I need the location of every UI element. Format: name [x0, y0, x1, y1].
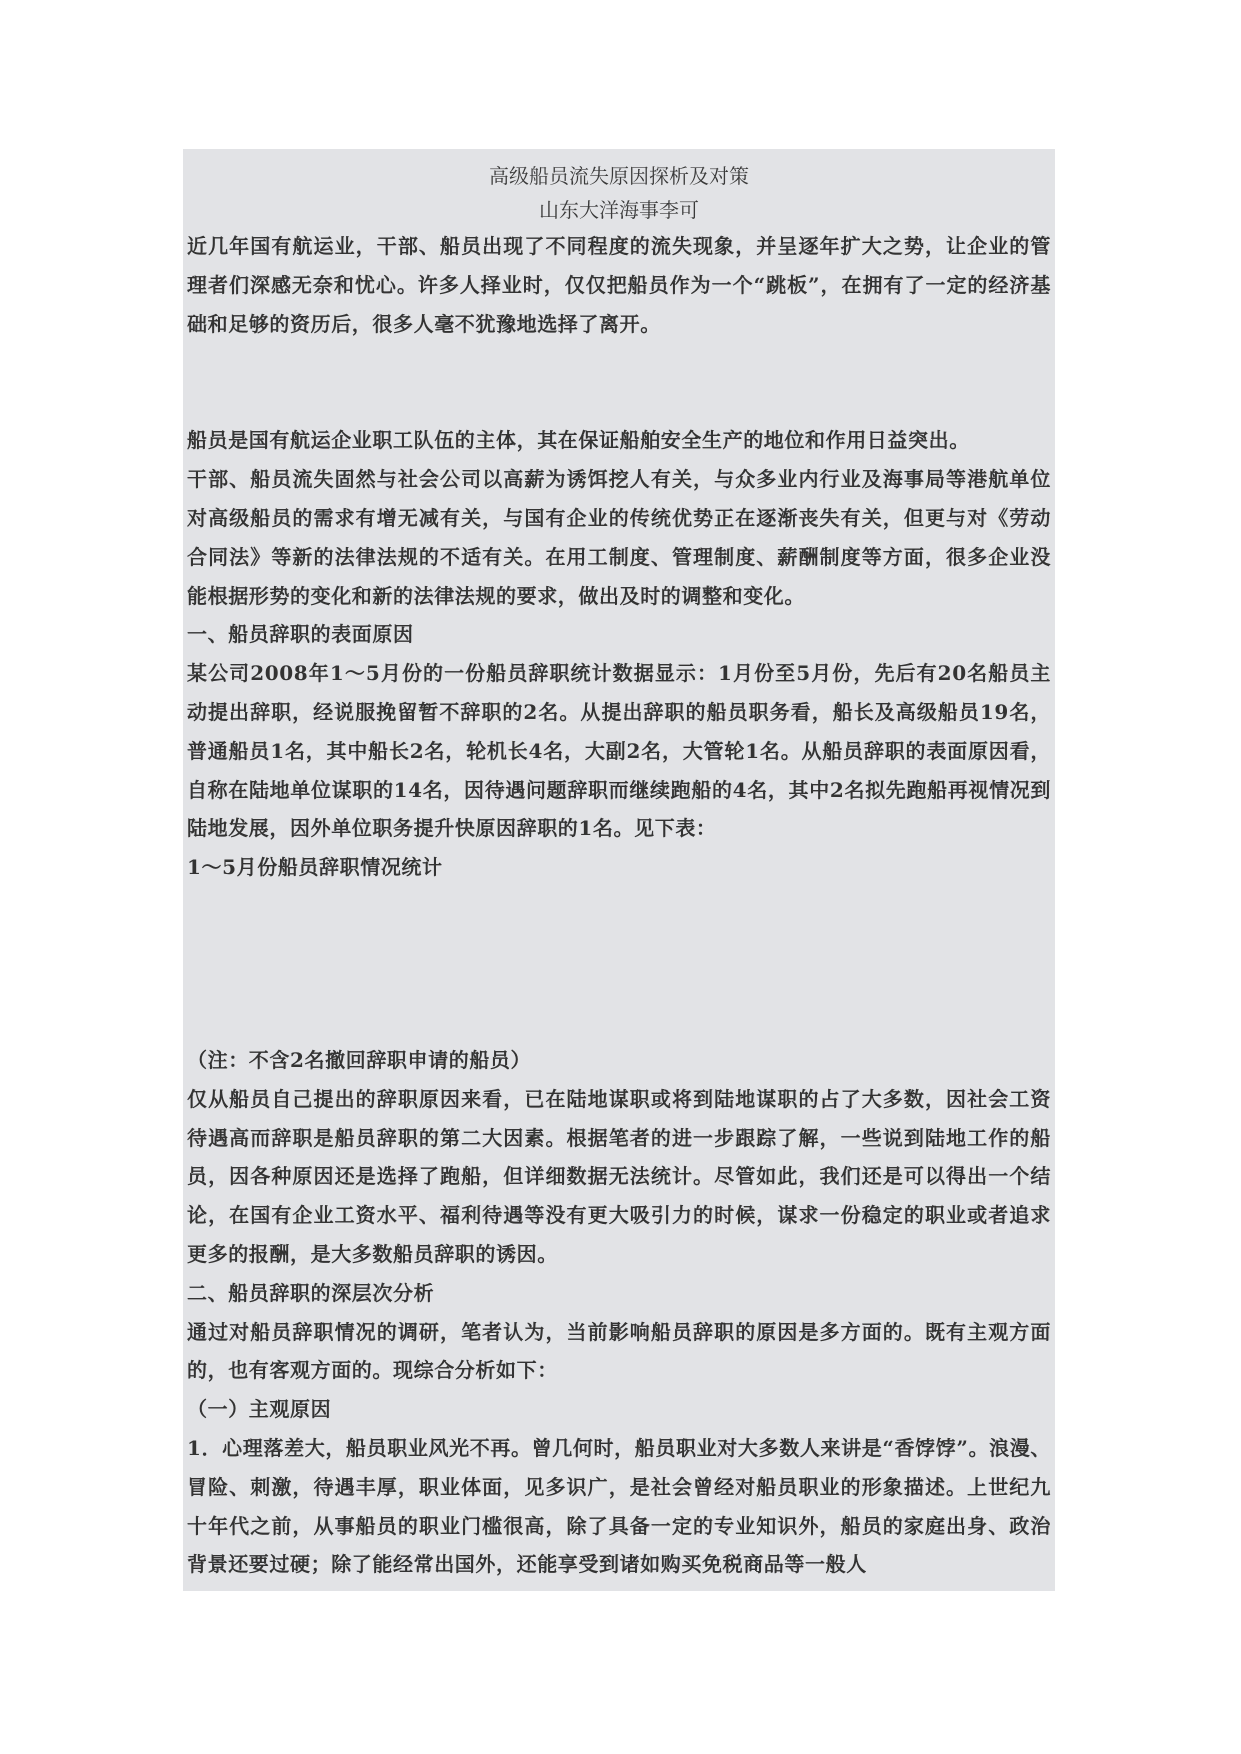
- paragraph-analysis: 仅从船员自己提出的辞职原因来看，已在陆地谋职或将到陆地谋职的占了大多数，因社会工资待遇高而辞职是船员辞职的第二大因素。根据笔者的进一步跟踪了解，一些说到陆地工作的船员，因各种原因还是选择了跑船，但详细数据无法统计。尽管如此，我们还是可以得出一个结论，在国有企业工资水平、福利待遇等没有更大吸引力的时候，谋求一份稳定的职业或者追求更多的报酬，是大多数船员辞职的诱因。: [187, 1086, 1051, 1266]
- author-byline: 山东大洋海事李可: [539, 198, 699, 222]
- blank-space: [187, 343, 1051, 421]
- section-heading-1: 一、船员辞职的表面原因: [187, 622, 414, 647]
- paragraph-statistics: 某公司2008年1～5月份的一份船员辞职统计数据显示：1月份至5月份，先后有20名船员主动提出辞职，经说服挽留暂不辞职的2名。从提出辞职的船员职务看，船长及高级船员19名，普通船员1名，其中船长2名，轮机长4名，大副2名，大管轮1名。从船员辞职的表面原因看，自称在陆地单位谋职的14名，因待遇问题辞职而继续跑船的4名，其中2名拟先跑船再视情况到陆地发展，因外单位职务提升快原因辞职的1名。见下表：: [187, 661, 1051, 841]
- paragraph-intro: 近几年国有航运业，干部、船员出现了不同程度的流失现象，并呈逐年扩大之势，让企业的管理者们深感无奈和忧心。许多人择业时，仅仅把船员作为一个“跳板”，在拥有了一定的经济基础和足够的资历后，很多人毫不犹豫地选择了离开。: [187, 234, 1051, 336]
- document-page: [183, 149, 1055, 1591]
- table-note: （注：不含2名撤回辞职申请的船员）: [187, 1047, 532, 1072]
- paragraph-crew-role: 船员是国有航运企业职工队伍的主体，其在保证船舶安全生产的地位和作用日益突出。: [187, 428, 970, 453]
- paragraph-loss-causes: 干部、船员流失固然与社会公司以高薪为诱饵挖人有关，与众多业内行业及海事局等港航单位对高级船员的需求有增无减有关，与国有企业的传统优势正在逐渐丧失有关，但更与对《劳动合同法》等新的法律法规的不适有关。在用工制度、管理制度、薪酬制度等方面，很多企业没能根据形势的变化和新的法律法规的要求，做出及时的调整和变化。: [187, 467, 1051, 608]
- table-caption: 1～5月份船员辞职情况统计: [187, 855, 443, 880]
- section-heading-2: 二、船员辞职的深层次分析: [187, 1280, 435, 1305]
- document-body: [183, 227, 1055, 1584]
- paragraph-point-1: 1．心理落差大，船员职业风光不再。曾几何时，船员职业对大多数人来讲是“香饽饽”。浪漫、冒险、刺激，待遇丰厚，职业体面，见多识广，是社会曾经对船员职业的形象描述。上世纪九十年代之前，从事船员的职业门槛很高，除了具备一定的专业知识外，船员的家庭出身、政治背景还要过硬；除了能经常出国外，还能享受到诸如购买免税商品等一般人: [187, 1435, 1051, 1577]
- subsection-heading: （一）主观原因: [187, 1397, 332, 1422]
- document-title: 高级船员流失原因探析及对策: [489, 164, 749, 188]
- paragraph-research: 通过对船员辞职情况的调研，笔者认为，当前影响船员辞职的原因是多方面的。既有主观方面的，也有客观方面的。现综合分析如下：: [187, 1319, 1051, 1383]
- table-placeholder: [187, 887, 1051, 1041]
